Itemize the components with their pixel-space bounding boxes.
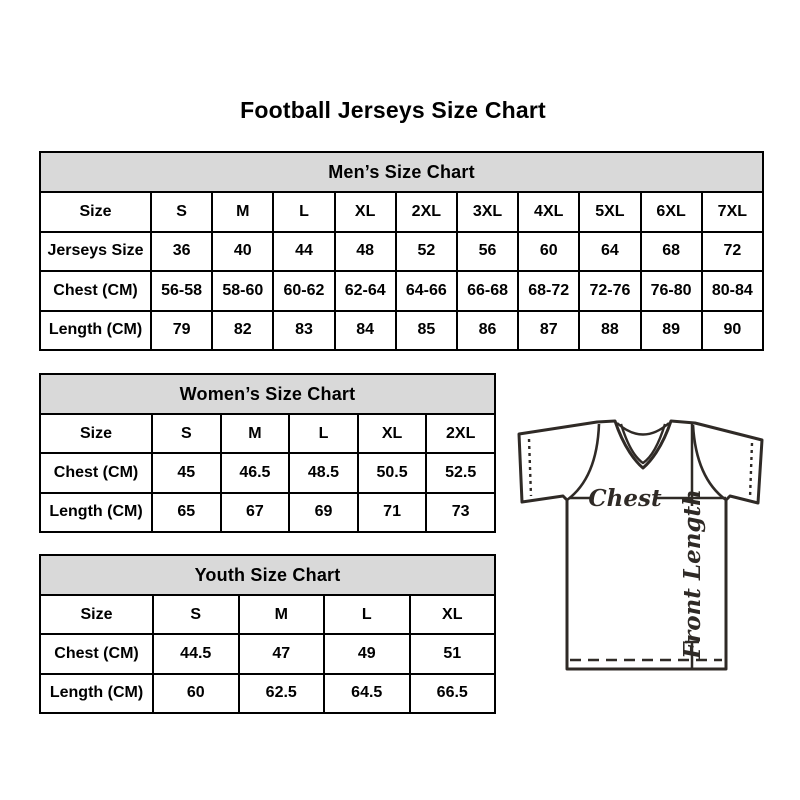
womens-size-table [39, 373, 496, 533]
womens-cell: 2XL [426, 414, 495, 453]
womens-cell: 50.5 [358, 453, 427, 492]
mens-row-header: Size [40, 192, 151, 232]
womens-table-title: Women’s Size Chart [40, 374, 495, 414]
mens-cell: 36 [151, 232, 212, 272]
right-armhole-seam [693, 425, 726, 500]
womens-table-row [40, 453, 495, 492]
youth-table-row [40, 634, 495, 673]
youth-cell: M [239, 595, 325, 634]
mens-cell: 88 [579, 311, 640, 351]
youth-table-title: Youth Size Chart [40, 555, 495, 595]
youth-cell: 62.5 [239, 674, 325, 713]
youth-cell: 49 [324, 634, 410, 673]
mens-cell: 44 [273, 232, 334, 272]
mens-cell: S [151, 192, 212, 232]
womens-table-row [40, 493, 495, 532]
womens-cell: 48.5 [289, 453, 358, 492]
mens-cell: 2XL [396, 192, 457, 232]
mens-cell: 72 [702, 232, 763, 272]
mens-row-header: Chest (CM) [40, 271, 151, 311]
womens-cell: 52.5 [426, 453, 495, 492]
mens-cell: XL [335, 192, 396, 232]
youth-row-header: Chest (CM) [40, 634, 153, 673]
womens-cell: 73 [426, 493, 495, 532]
mens-cell: 58-60 [212, 271, 273, 311]
womens-cell: 67 [221, 493, 290, 532]
mens-cell: 66-68 [457, 271, 518, 311]
youth-cell: 66.5 [410, 674, 496, 713]
left-cuff-dashed-line [529, 439, 531, 496]
womens-cell: S [152, 414, 221, 453]
womens-cell: L [289, 414, 358, 453]
mens-cell: 82 [212, 311, 273, 351]
page-title: Football Jerseys Size Chart [240, 97, 546, 123]
youth-size-table [39, 554, 496, 714]
mens-cell: 79 [151, 311, 212, 351]
youth-row-header: Size [40, 595, 153, 634]
mens-cell: 83 [273, 311, 334, 351]
youth-cell: XL [410, 595, 496, 634]
mens-cell: 3XL [457, 192, 518, 232]
mens-table-row [40, 192, 763, 232]
mens-cell: 56-58 [151, 271, 212, 311]
right-cuff-dashed-line [750, 443, 752, 498]
jersey-measurement-diagram [510, 416, 774, 676]
chest-label: Chest [588, 485, 662, 512]
mens-cell: 52 [396, 232, 457, 272]
mens-cell: 40 [212, 232, 273, 272]
mens-cell: 80-84 [702, 271, 763, 311]
youth-cell: L [324, 595, 410, 634]
mens-cell: 87 [518, 311, 579, 351]
mens-cell: 56 [457, 232, 518, 272]
mens-cell: 60 [518, 232, 579, 272]
mens-cell: 89 [641, 311, 702, 351]
jersey-outline-shape [519, 421, 762, 669]
mens-cell: 62-64 [335, 271, 396, 311]
youth-cell: 44.5 [153, 634, 239, 673]
mens-table-row [40, 271, 763, 311]
mens-cell: 6XL [641, 192, 702, 232]
womens-cell: 71 [358, 493, 427, 532]
mens-cell: 4XL [518, 192, 579, 232]
mens-cell: 76-80 [641, 271, 702, 311]
mens-table-title: Men’s Size Chart [40, 152, 763, 192]
mens-cell: 72-76 [579, 271, 640, 311]
mens-cell: 48 [335, 232, 396, 272]
mens-table-row [40, 232, 763, 272]
mens-cell: 68 [641, 232, 702, 272]
youth-cell: S [153, 595, 239, 634]
mens-cell: 60-62 [273, 271, 334, 311]
womens-row-header: Length (CM) [40, 493, 152, 532]
womens-cell: 46.5 [221, 453, 290, 492]
mens-row-header: Length (CM) [40, 311, 151, 351]
womens-cell: M [221, 414, 290, 453]
youth-table-row [40, 674, 495, 713]
womens-table-row [40, 414, 495, 453]
youth-cell: 47 [239, 634, 325, 673]
mens-table-row [40, 311, 763, 351]
mens-cell: 64 [579, 232, 640, 272]
front-length-label: Front Length [679, 489, 706, 659]
womens-cell: 65 [152, 493, 221, 532]
youth-cell: 51 [410, 634, 496, 673]
womens-row-header: Chest (CM) [40, 453, 152, 492]
youth-table-row [40, 595, 495, 634]
mens-size-table [39, 151, 764, 351]
womens-cell: 69 [289, 493, 358, 532]
mens-cell: 5XL [579, 192, 640, 232]
mens-cell: 85 [396, 311, 457, 351]
mens-cell: 64-66 [396, 271, 457, 311]
mens-row-header: Jerseys Size [40, 232, 151, 272]
womens-row-header: Size [40, 414, 152, 453]
youth-row-header: Length (CM) [40, 674, 153, 713]
mens-cell: L [273, 192, 334, 232]
mens-cell: 7XL [702, 192, 763, 232]
womens-cell: XL [358, 414, 427, 453]
mens-cell: 68-72 [518, 271, 579, 311]
womens-cell: 45 [152, 453, 221, 492]
mens-cell: M [212, 192, 273, 232]
mens-cell: 84 [335, 311, 396, 351]
youth-cell: 60 [153, 674, 239, 713]
mens-cell: 86 [457, 311, 518, 351]
mens-cell: 90 [702, 311, 763, 351]
youth-cell: 64.5 [324, 674, 410, 713]
